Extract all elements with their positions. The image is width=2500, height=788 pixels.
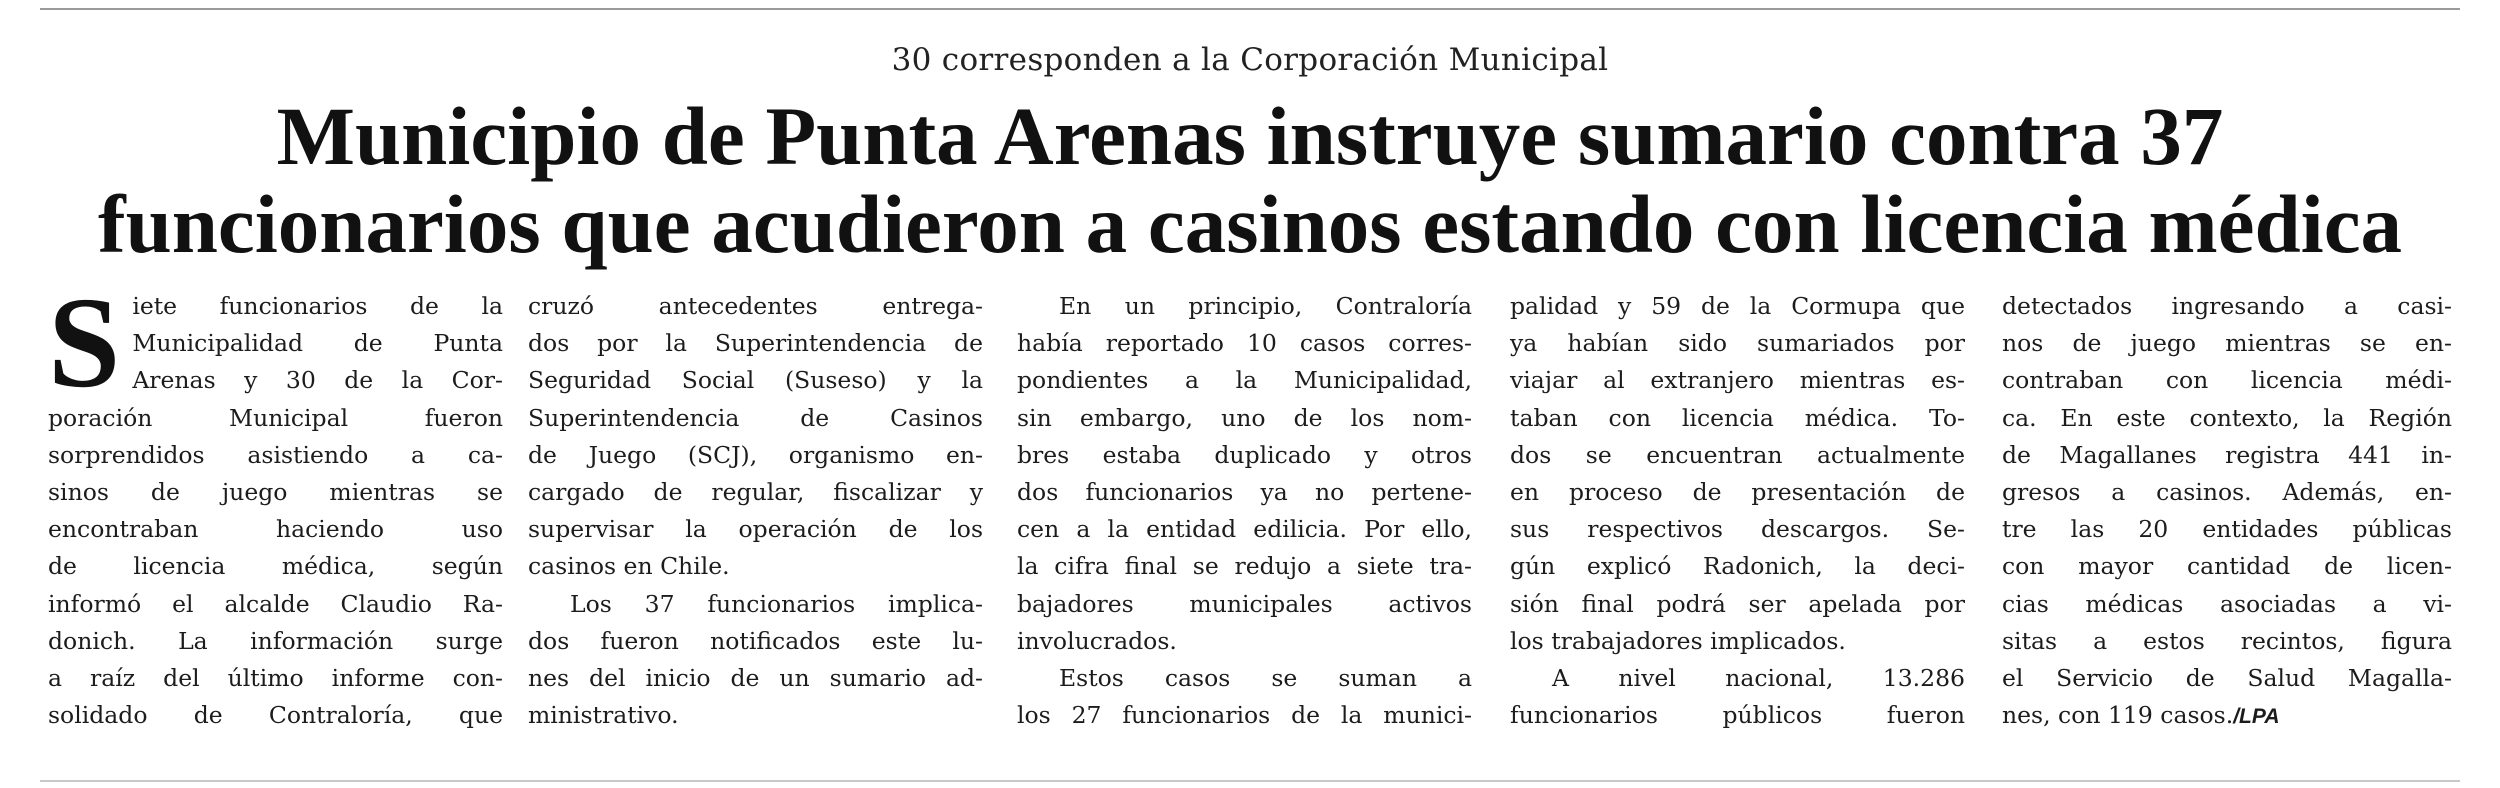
body-line: casinos en Chile. (528, 552, 730, 581)
body-line: palidad y 59 de la Cormupa que (1510, 292, 1965, 320)
headline-line-2: funcionarios que acudieron a casinos estando con licencia médica (97, 178, 2403, 270)
body-line: taban con licencia médica. To- (1510, 403, 1965, 432)
body-line: a raíz del último informe con- (48, 664, 503, 693)
body-line: iete funcionarios de la (132, 292, 503, 320)
body-column-1 (48, 271, 503, 734)
body-line: Seguridad Social (Suseso) y la (528, 366, 983, 395)
body-line: de licencia médica, según (48, 552, 503, 581)
body-line: cruzó antecedentes entrega- (528, 292, 983, 320)
body-line: funcionarios públicos fueron (1510, 701, 1965, 730)
body-line: bres estaba duplicado y otros (1017, 440, 1472, 469)
body-line: había reportado 10 casos corres- (1017, 329, 1472, 358)
final-sentence: nes, con 119 casos. (2002, 701, 2234, 730)
body-line: con mayor cantidad de licen- (2002, 552, 2452, 581)
body-line: supervisar la operación de los (528, 515, 983, 544)
body-column-2 (528, 288, 983, 734)
body-line: nes del inicio de un sumario ad- (528, 664, 983, 693)
body-line: sus respectivos descargos. Se- (1510, 515, 1965, 544)
body-line: poración Municipal fueron (48, 403, 503, 432)
headline-line-1: Municipio de Punta Arenas instruye sumario contra 37 (276, 90, 2224, 182)
body-line: encontraban haciendo uso (48, 515, 503, 544)
body-line: tre las 20 entidades públicas (2002, 515, 2452, 544)
body-line: En un principio, Contraloría (1059, 292, 1472, 320)
body-line: dos por la Superintendencia de (528, 329, 983, 358)
body-line: cen a la entidad edilicia. Por ello, (1017, 515, 1472, 544)
body-line: Estos casos se suman a (1059, 664, 1472, 693)
body-line: ya habían sido sumariados por (1510, 329, 1965, 358)
body-line: los trabajadores implicados. (1510, 626, 1846, 655)
body-line: detectados ingresando a casi- (2002, 292, 2452, 320)
body-line: donich. La información surge (48, 626, 503, 655)
body-line: involucrados. (1017, 626, 1177, 655)
body-line: cias médicas asociadas a vi- (2002, 589, 2452, 618)
body-line: cargado de regular, fiscalizar y (528, 478, 983, 507)
body-line: ca. En este contexto, la Región (2002, 403, 2452, 432)
body-line: de Juego (SCJ), organismo en- (528, 440, 983, 469)
body-line: sitas a estos recintos, figura (2002, 626, 2452, 655)
body-line: ministrativo. (528, 701, 679, 730)
body-line: bajadores municipales activos (1017, 589, 1472, 618)
drop-cap: S (48, 271, 121, 415)
body-line: nos de juego mientras se en- (2002, 329, 2452, 358)
body-line: en proceso de presentación de (1510, 478, 1965, 507)
body-column-3 (1017, 288, 1472, 734)
body-column-5 (2002, 288, 2452, 735)
body-line: solidado de Contraloría, que (48, 701, 503, 730)
body-line: Arenas y 30 de la Cor- (132, 366, 503, 395)
top-rule (40, 8, 2460, 10)
body-line: la cifra final se redujo a siete tra- (1017, 552, 1472, 581)
body-line: A nivel nacional, 13.286 (1552, 664, 1965, 693)
body-line: Los 37 funcionarios implica- (570, 589, 983, 618)
body-line: informó el alcalde Claudio Ra- (48, 589, 503, 618)
body-line: de Magallanes registra 441 in- (2002, 440, 2452, 469)
body-line: sinos de juego mientras se (48, 478, 503, 507)
body-line-final (2002, 697, 2452, 735)
body-line: gún explicó Radonich, la deci- (1510, 552, 1965, 581)
body-line: sión final podrá ser apelada por (1510, 589, 1965, 618)
article-kicker: 30 corresponden a la Corporación Municipal (891, 42, 1609, 78)
body-line: sorprendidos asistiendo a ca- (48, 440, 503, 469)
body-line: dos funcionarios ya no pertene- (1017, 478, 1472, 507)
body-line: sin embargo, uno de los nom- (1017, 403, 1472, 432)
body-line: Municipalidad de Punta (132, 329, 503, 358)
body-line: dos se encuentran actualmente (1510, 440, 1965, 469)
body-line: dos fueron notificados este lu- (528, 626, 983, 655)
body-column-4 (1510, 288, 1965, 734)
body-line: gresos a casinos. Además, en- (2002, 478, 2452, 507)
body-line: pondientes a la Municipalidad, (1017, 366, 1472, 395)
body-line: viajar al extranjero mientras es- (1510, 366, 1965, 395)
article-headline (40, 92, 2460, 268)
body-line: los 27 funcionarios de la munici- (1017, 701, 1472, 730)
bottom-rule (40, 780, 2460, 782)
body-line: Superintendencia de Casinos (528, 403, 983, 432)
body-line: contraban con licencia médi- (2002, 366, 2452, 395)
author-signature: /LPA (2233, 705, 2280, 729)
body-line: el Servicio de Salud Magalla- (2002, 664, 2452, 693)
